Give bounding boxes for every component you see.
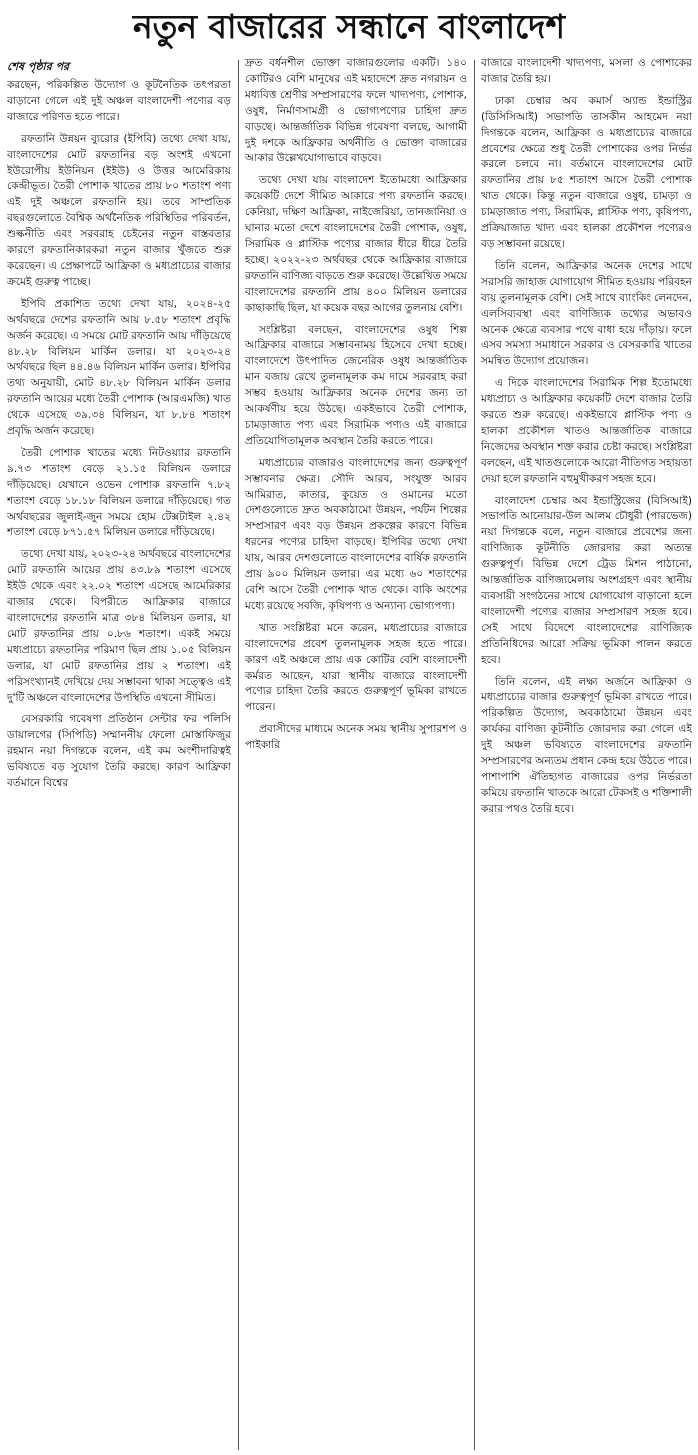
column-1 xyxy=(7,56,231,1452)
column-3 xyxy=(481,56,692,1452)
paragraph: সংশ্লিষ্টরা বলছেন, বাংলাদেশের ওষুধ শিল্প আফ্রিকার বাজারে সম্ভাবনাময় হিসেবে দেখা হচ্ছে। বাংলাদেশে উৎপাদিত জেনেরিক ওষুধ আন্তর্জাতিক মান বজায় রেখে তুলনামূলক কম দামে সরবরাহ করা সম্ভব হওয়ায় আফ্রিকার অনেক দেশের জন্য তা আকর্ষণীয় হয়ে উঠছে। একইভাবে তৈরী পোশাক, চামড়াজাত পণ্য এবং সিরামিক পণ্যও এই বাজারে প্রতিযোগিতামূলক অবস্থান তৈরি করতে পারে। xyxy=(245,323,467,447)
paragraph: ইপিবি প্রকাশিত তথ্যে দেখা যায়, ২০২৪-২৫ অর্থবছরে দেশের রফতানি আয় ৮.৫৮ শতাংশ প্রবৃদ্ধি অর্জন করেছে। এ সময়ে মোট রফতানি আয় দাঁড়িয়েছে ৪৮.২৮ বিলিয়ন মার্কিন ডলার। যা ২০২৩-২৪ অর্থবছরে ছিল ৪৪.৪৬ বিলিয়ন মার্কিন ডলার। ইপিবির তথ্য অনুযায়ী, মোট ৪৮.২৮ বিলিয়ন মার্কিন ডলার রফতানি আয়ের মধ্যে তৈরী পোশাক (আরএমজি) খাত থেকে এসেছে ৩৯.৩৪ বিলিয়ন, যা ৮.৮৪ শতাংশ প্রবৃদ্ধি অর্জন করেছে। xyxy=(7,297,231,438)
paragraph: প্রবাসীদের মাধ্যমে অনেক সময় স্থানীয় সুপারশপ ও পাইকারি xyxy=(245,723,467,752)
paragraph: রফতানি উন্নয়ন ব্যুরোর (ইপিবি) তথ্যে দেখা যায়, বাংলাদেশের মোট রফতানির বড় অংশই এখনো ইউরোপীয় ইউনিয়ন (ইইউ) ও উত্তর আমেরিকায় কেন্দ্রীভূত। তৈরী পোশাক খাতের প্রায় ৮০ শতাংশ পণ্য এই দুই অঞ্চলে রফতানি হয়। তবে সাম্প্রতিক বছরগুলোতে বৈশ্বিক অর্থনৈতিক পরিস্থিতির পরিবর্তন, শুল্কনীতি এবং সরবরাহ চেইনের নতুন বাস্তবতার কারণে রফতানিকারকরা নতুন বাজার খুঁজতে শুরু করেছেন। এ প্রেক্ষাপটে আফ্রিকা ও মধ্যপ্রাচ্যের বাজার ক্রমেই গুরুত্ব পাচ্ছে। xyxy=(7,132,231,288)
paragraph: তথ্যে দেখা যায়, ২০২৩-২৪ অর্থবছরে বাংলাদেশের মোট রফতানি আয়ের প্রায় ৪৩.৮৯ শতাংশ এসেছে ইইউ থেকে এবং ২২.০২ শতাংশ এসেছে আমেরিকার বাজার থেকে। বিপরীতে আফ্রিকার বাজারে বাংলাদেশের রফতানি মাত্র ৩৮৪ মিলিয়ন ডলার, যা মোট রফতানির প্রায় ০.৮৬ শতাংশ। একই সময়ে মধ্যপ্রাচ্যে রফতানির পরিমাণ ছিল প্রায় ১.০৫ বিলিয়ন ডলার, যা মোট রফতানির প্রায় ২ শতাংশ। এই পরিসংখ্যানই দেখিয়ে দেয় সম্ভাবনা থাকা সত্ত্বেও এই দু'টি অঞ্চলে বাংলাদেশের উপস্থিতি এখনো সীমিত। xyxy=(7,548,231,704)
paragraph: বাংলাদেশ চেম্বার অব ইন্ডাস্ট্রিজের (বিসিআই) সভাপতি আনোয়ার-উল আলম চৌধুরী (পারভেজ) নয়া দিগন্তকে বলে, নতুন বাজারে প্রবেশের জন্য বাণিজ্যিক কূটনীতি জোরদার করা অত্যন্ত গুরুত্বপূর্ণ। বিভিন্ন দেশে ট্রেড মিশন পাঠানো, আন্তর্জাতিক বাণিজ্যমেলায় অংশগ্রহণ এবং স্থানীয় ব্যবসায়ী সংগঠনের সাথে যোগাযোগ বাড়ানো হলে বাংলাদেশী পণ্যের বাজার সম্প্রসারণ সহজ হবে। সেই সাথে বিদেশে বাংলাদেশের বাণিজ্যিক প্রতিনিধিদের আরো সক্রিয় ভূমিকা পালন করতে হবে। xyxy=(481,494,692,666)
paragraph: খাত সংশ্লিষ্টরা মনে করেন, মধ্যপ্রাচ্যের বাজারে বাংলাদেশের প্রবেশ তুলনামূলক সহজ হতে পারে। কারণ এই অঞ্চলে প্রায় এক কোটির বেশি বাংলাদেশী কর্মরত আছেন, যারা স্থানীয় বাজারে বাংলাদেশী পণ্যের চাহিদা তৈরি করতে গুরুত্বপূর্ণ ভূমিকা রাখতে পারেন। xyxy=(245,621,467,714)
paragraph: তিনি বলেন, আফ্রিকার অনেক দেশের সাথে সরাসরি জাহাজ যোগাযোগ সীমিত হওয়ায় পরিবহন ব্যয় তুলনামূলক বেশি। সেই সাথে ব্যাংকিং লেনদেন, এলসিব্যবস্থা এবং বাণিজ্যিক তথ্যের অভাবও অনেক ক্ষেত্রে ব্যবসার পথে বাধা হয়ে দাঁড়ায়। ফলে এসব সমস্যা সমাধানে সরকার ও বেসরকারি খাতের সমন্বিত উদ্যোগ প্রয়োজন। xyxy=(481,259,692,368)
paragraph: করছেন, পরিকল্পিত উদ্যোগ ও কূটনৈতিক তৎপরতা বাড়ানো গেলে এই দুই অঞ্চল বাংলাদেশী পণ্যের বড় বাজারে পরিণত হতে পারে। xyxy=(7,79,231,123)
column-divider xyxy=(474,60,475,1450)
paragraph: মধ্যপ্রাচ্যের বাজারও বাংলাদেশের জন্য গুরুত্বপূর্ণ সম্ভাবনার ক্ষেত্র। সৌদি আরব, সংযুক্ত আরব আমিরাত, কাতার, কুয়েত ও ওমানের মতো দেশগুলোতে দ্রুত অবকাঠামো উন্নয়ন, পর্যটন শিল্পের সম্প্রসারণ এবং বড় উন্নয়ন প্রকল্পের কারণে বিভিন্ন ধরনের পণ্যের চাহিদা বাড়ছে। ইপিবির তথ্যে দেখা যায়, আরব দেশগুলোতে বাংলাদেশের বার্ষিক রফতানি প্রায় ৯০০ মিলিয়ন ডলার। এর মধ্যে ৬০ শতাংশের বেশি আসে তৈরী পোশাক খাত থেকে। বাকি অংশের মধ্যে রয়েছে সবজি, কৃষিপণ্য ও অন্যান্য ভোগ্যপণ্য। xyxy=(245,456,467,612)
paragraph: তিনি বলেন, এই লক্ষ্য অর্জনে আফ্রিকা ও মধ্যপ্রাচ্যের বাজার গুরুত্বপূর্ণ ভূমিকা রাখতে পারে। পরিকল্পিত উদ্যোগ, অবকাঠামো উন্নয়ন এবং কার্যকর বাণিজ্য কূটনীতি জোরদার করা গেলে এই দুই অঞ্চল ভবিষ্যতে বাংলাদেশের রফতানি সম্প্রসারণের অন্যতম প্রধান কেন্দ্র হয়ে উঠতে পারে। পাশাপাশি ঐতিহ্যগত বাজারের ওপর নির্ভরতা কমিয়ে রফতানি খাতকে আরো টেকসই ও শক্তিশালী করার পথও তৈরি হবে। xyxy=(481,675,692,815)
column-2 xyxy=(245,56,467,1452)
paragraph: তৈরী পোশাক খাতের মধ্যে নিটওয়্যার রফতানি ৯.৭৩ শতাংশ বেড়ে ২১.১৫ বিলিয়ন ডলারে দাঁড়িয়েছে। যেখানে ওভেন পোশাক রফতানি ৭.৮২ শতাংশ বেড়ে ১৮.১৮ বিলিয়ন ডলারে দাঁড়িয়েছে। গত অর্থবছরের জুলাই-জুন সময়ে হোম টেক্সটাইল ২.৪২ শতাংশ বেড়ে ৮৭১.৫৭ মিলিয়ন ডলারে দাঁড়িয়েছে। xyxy=(7,446,231,539)
paragraph: বাজারে বাংলাদেশী খাদ্যপণ্য, মসলা ও পোশাকের বাজার তৈরি হয়। xyxy=(481,57,692,85)
continuation-kicker: শেষ পৃষ্ঠার পর xyxy=(7,60,70,73)
paragraph: বেসরকারি গবেষণা প্রতিষ্ঠান সেন্টার ফর পলিসি ডায়ালগের (সিপিডি) সম্মাননীয় ফেলো মোস্তাফিজুর রহমান নয়া দিগন্তকে বলেন, এই কম অংশীদারিত্বই ভবিষ্যতে বড় সুযোগ তৈরি করছে। কারণ আফ্রিকা বর্তমানে বিশ্বের xyxy=(7,713,231,790)
paragraph: দ্রুত বর্ধনশীল ভোক্তা বাজারগুলোর একটি। ১৪০ কোটিরও বেশি মানুষের এই মহাদেশে দ্রুত নগরায়ন ও মধ্যবিত্ত শ্রেণীর সম্প্রসারণের ফলে খাদ্যপণ্য, পোশাক, ওষুধ, নির্মাণসামগ্রী ও ভোগ্যপণ্যের চাহিদা দ্রুত বাড়ছে। আন্তর্জাতিক বিভিন্ন গবেষণা বলছে, আগামী দুই দশকে আফ্রিকার অর্থনীতি ও ভোক্তা বাজারের আকার উল্লেখযোগ্যভাবে বাড়বে। xyxy=(245,57,467,165)
paragraph: ঢাকা চেম্বার অব কমার্স অ্যান্ড ইন্ডাস্ট্রির (ডিসিসিআই) সভাপতি তাসকীন আহমেদ নয়া দিগন্তকে বলেন, আফ্রিকা ও মধ্যপ্রাচ্যের বাজারে প্রবেশের ক্ষেত্রে শুধু তৈরী পোশাকের ওপর নির্ভর করলে চলবে না। বর্তমানে বাংলাদেশের মোট রফতানির প্রায় ৮৫ শতাংশ আসে তৈরী পোশাক খাত থেকে। কিন্তু নতুন বাজারে ওষুধ, চামড়া ও চামড়াজাত পণ্য, সিরামিক, প্লাস্টিক পণ্য, কৃষিপণ্য, প্রক্রিয়াজাত খাদ্য এবং হালকা প্রকৌশল পণ্যেরও বড় সম্ভাবনা রয়েছে। xyxy=(481,94,692,250)
article-body xyxy=(7,56,692,1452)
column-divider xyxy=(238,60,239,1450)
headline: নতুন বাজারের সন্ধানে বাংলাদেশ xyxy=(132,7,566,46)
paragraph: এ দিকে বাংলাদেশের সিরামিক শিল্প ইতোমধ্যে মধ্যপ্রাচ্য ও আফ্রিকার কয়েকটি দেশে বাজার তৈরি করতে শুরু করেছে। একইভাবে প্লাস্টিক পণ্য ও হালকা প্রকৌশল খাতও আন্তর্জাতিক বাজারে নিজেদের অবস্থান শক্ত করার চেষ্টা করছে। সংশ্লিষ্টরা বলছেন, এই খাতগুলোকে আরো নীতিগত সহায়তা দেয়া হলে রফতানি বহুমুখীকরণ সহজ হবে। xyxy=(481,377,692,485)
paragraph: তথ্যে দেখা যায় বাংলাদেশ ইতোমধ্যে আফ্রিকার কয়েকটি দেশে সীমিত আকারে পণ্য রফতানি করছে। কেনিয়া, দক্ষিণ আফ্রিকা, নাইজেরিয়া, তানজানিয়া ও ঘানার মতো দেশে বাংলাদেশের তৈরী পোশাক, ওষুধ, সিরামিক ও প্লাস্টিক পণ্যের বাজার ধীরে ধীরে তৈরি হচ্ছে। ২০২২-২৩ অর্থবছর থেকে আফ্রিকার বাজারে রফতানি বাণিজ্য বাড়তে শুরু করেছে। উল্লেখিত সময়ে বাংলাদেশের রফতানি প্রায় ৪০০ মিলিয়ন ডলারের কাছাকাছি ছিল, যা কয়েক বছর আগের তুলনায় বেশি। xyxy=(245,174,467,314)
